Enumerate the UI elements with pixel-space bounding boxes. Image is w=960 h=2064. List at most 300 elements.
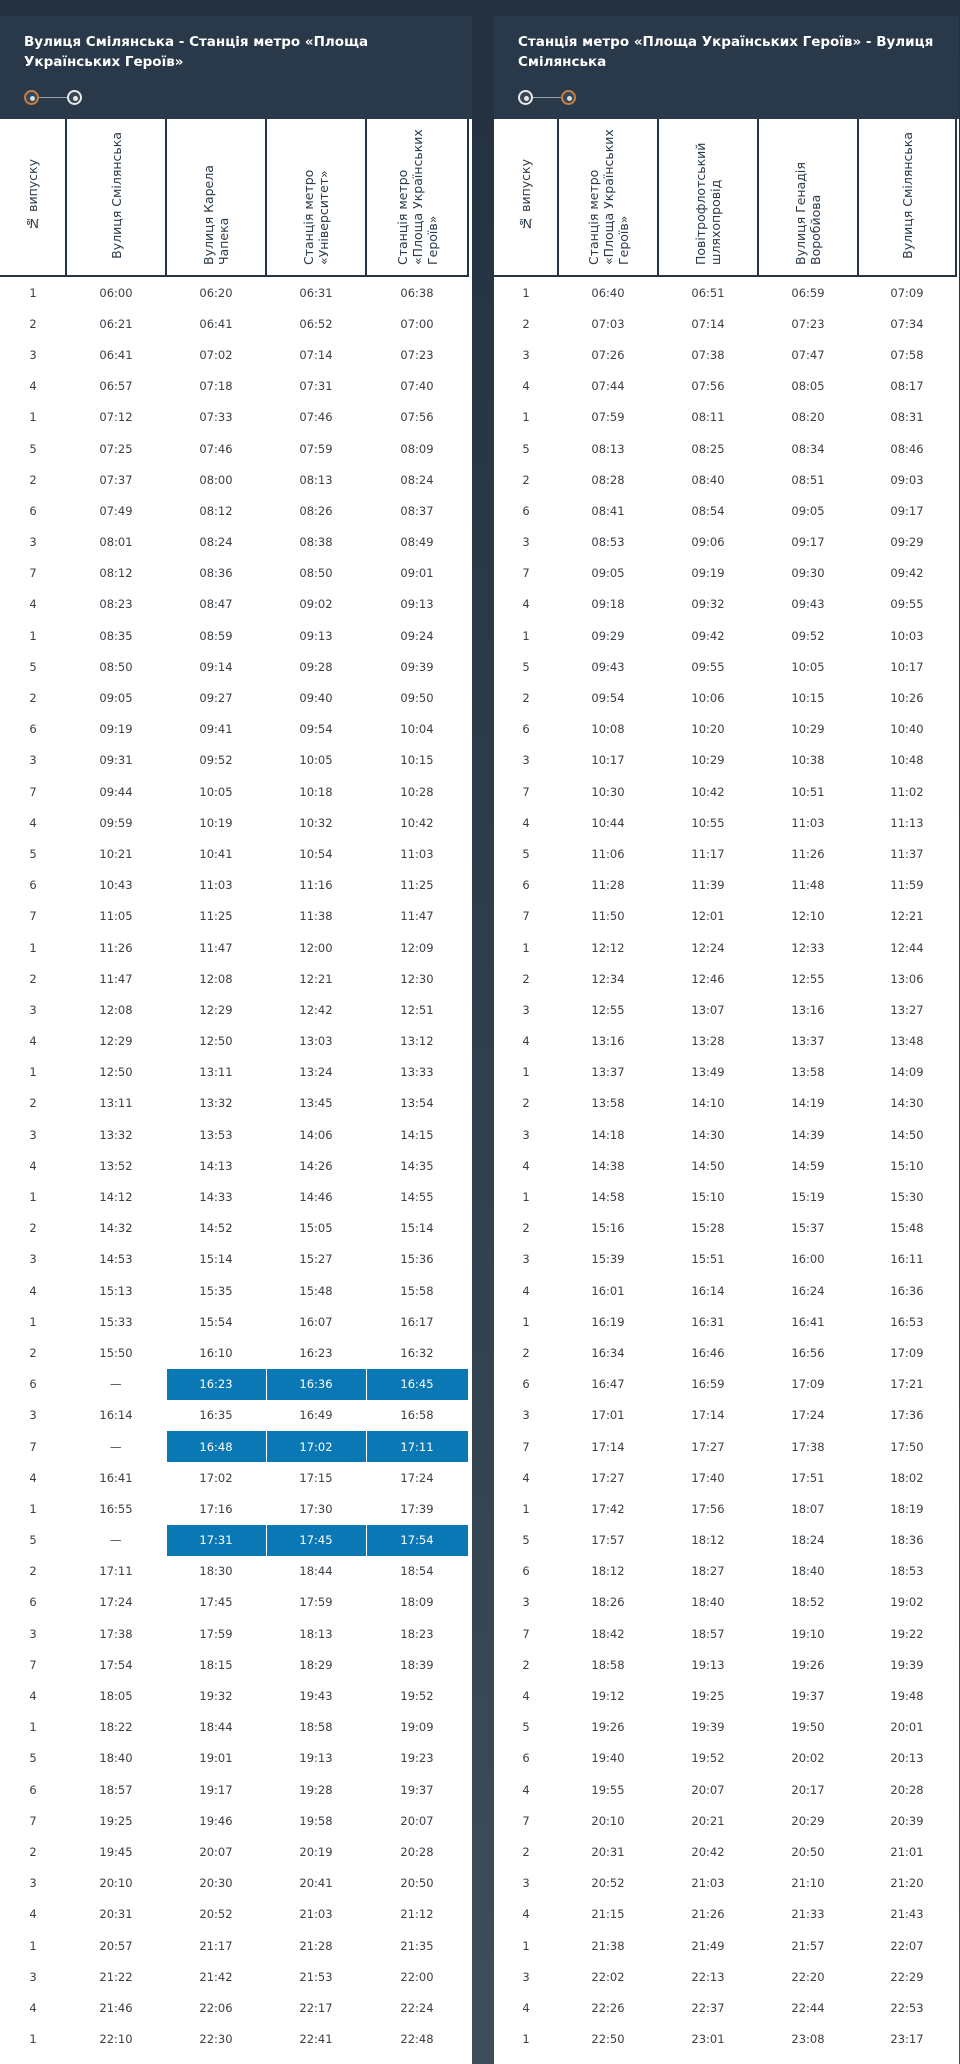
time-cell: 14:53 [99,1252,133,1267]
time-cell: 12:21 [299,971,333,986]
time-cell: 14:10 [691,1096,725,1111]
run-number-cell: 1 [522,1065,530,1080]
column-header [494,119,558,276]
time-cell: 16:10 [199,1345,233,1360]
time-cell: 22:48 [400,2032,434,2047]
time-cell: 22:24 [400,2000,434,2015]
time-cell: 19:25 [691,1689,725,1704]
time-cell: 13:52 [99,1158,133,1173]
time-cell: 09:39 [400,659,434,674]
time-cell: 09:28 [299,659,333,674]
time-cell: 21:38 [591,1938,625,1953]
table-row [0,714,468,745]
time-cell: 06:52 [299,316,333,331]
run-number-cell: 7 [522,909,530,924]
table-row [494,464,956,495]
time-cell: 08:50 [299,566,333,581]
run-number-cell: 5 [522,1720,530,1735]
time-cell: 19:37 [400,1782,434,1797]
table-row [0,558,468,589]
timetable [494,119,957,2055]
time-cell: 07:59 [591,410,625,425]
time-cell: 08:26 [299,503,333,518]
time-cell: 13:49 [691,1065,725,1080]
time-cell: 19:17 [199,1782,233,1797]
time-cell: 13:03 [299,1034,333,1049]
time-cell: 06:41 [99,347,133,362]
time-cell: 10:18 [299,784,333,799]
column-header [658,119,758,276]
time-cell: 20:07 [400,1813,434,1828]
time-cell: 17:30 [299,1501,333,1516]
time-cell: 10:19 [199,815,233,830]
time-cell: 10:41 [199,846,233,861]
table-row [0,682,468,713]
time-cell: 18:23 [400,1626,434,1641]
time-cell: 09:01 [400,566,434,581]
table-row [494,1026,956,1057]
time-cell: 18:39 [400,1657,434,1672]
time-cell: 12:30 [400,971,434,986]
time-cell: 18:22 [99,1720,133,1735]
time-cell: 17:38 [99,1626,133,1641]
time-cell: 16:53 [890,1314,924,1329]
time-cell: 11:48 [791,878,825,893]
time-cell: 10:15 [791,691,825,706]
table-row [0,1805,468,1836]
time-cell: 21:28 [299,1938,333,1953]
run-number-cell: 4 [29,1907,37,1922]
run-number-cell: 3 [522,1252,530,1267]
time-cell: 17:14 [591,1439,625,1454]
time-cell: 18:40 [691,1595,725,1610]
time-cell: 18:44 [199,1720,233,1735]
time-cell: 22:50 [591,2032,625,2047]
run-number-cell: 4 [522,1283,530,1298]
time-cell: 06:41 [199,316,233,331]
run-number-cell: 2 [522,1221,530,1236]
column-header-label: № випуску [25,159,40,231]
time-cell: 15:33 [99,1314,133,1329]
time-cell: 12:01 [691,909,725,924]
table-row [0,1930,468,1961]
run-number-cell: 2 [522,691,530,706]
run-number-cell: 2 [29,1564,37,1579]
time-cell: 22:00 [400,1969,434,1984]
time-cell: 14:13 [199,1158,233,1173]
time-cell: 08:24 [199,535,233,550]
time-cell: 15:39 [591,1252,625,1267]
time-cell: 21:15 [591,1907,625,1922]
time-cell: 14:19 [791,1096,825,1111]
time-cell: 21:33 [791,1907,825,1922]
time-cell: 21:26 [691,1907,725,1922]
run-number-cell: 1 [522,410,530,425]
time-cell: 09:43 [591,659,625,674]
time-cell: 20:10 [591,1813,625,1828]
table-row [494,1462,956,1493]
time-cell: 17:24 [99,1595,133,1610]
run-number-cell: 1 [522,940,530,955]
time-cell: 08:40 [691,472,725,487]
time-cell: 15:30 [890,1190,924,1205]
time-cell: 11:26 [791,846,825,861]
run-number-cell: 4 [29,1689,37,1704]
panel-header [494,16,959,119]
run-number-cell: 3 [522,1876,530,1891]
route-end-dot-icon [67,90,82,105]
time-cell: 08:28 [591,472,625,487]
time-cell: 20:10 [99,1876,133,1891]
table-header-row [494,119,956,276]
table-row [0,1899,468,1930]
time-cell: 09:19 [99,722,133,737]
time-cell: 09:13 [400,597,434,612]
time-cell: 20:21 [691,1813,725,1828]
time-cell: 15:28 [691,1221,725,1236]
table-row [494,1400,956,1431]
table-row [0,1088,468,1119]
time-cell: 17:51 [791,1470,825,1485]
table-row [0,1525,468,1556]
time-cell: 07:44 [591,379,625,394]
table-row [494,994,956,1025]
time-cell: 10:42 [400,815,434,830]
time-cell: 10:30 [591,784,625,799]
time-cell: 09:02 [299,597,333,612]
time-cell: 14:58 [591,1190,625,1205]
time-cell: 14:39 [791,1127,825,1142]
time-cell: 15:05 [299,1221,333,1236]
time-cell: 12:29 [199,1002,233,1017]
route-title: Вулиця Смілянська - Станція метро «Площа Українських Героїв» [24,34,369,70]
time-cell: 19:39 [890,1657,924,1672]
time-cell: 11:47 [99,971,133,986]
run-number-cell: 4 [522,1782,530,1797]
time-cell: 08:23 [99,597,133,612]
run-number-cell: 4 [522,1907,530,1922]
time-cell: 18:05 [99,1689,133,1704]
time-cell: 21:46 [99,2000,133,2015]
time-cell: 15:37 [791,1221,825,1236]
time-cell: 11:06 [591,846,625,861]
time-cell: 10:08 [591,722,625,737]
time-cell: 16:23 [299,1345,333,1360]
time-cell: 16:01 [591,1283,625,1298]
table-row [494,714,956,745]
run-number-cell: 3 [522,1595,530,1610]
time-cell: 19:22 [890,1626,924,1641]
time-cell: 19:40 [591,1751,625,1766]
time-cell: 21:53 [299,1969,333,1984]
run-number-cell: 1 [29,1065,37,1080]
time-cell: 13:37 [791,1034,825,1049]
time-cell: 07:23 [400,347,434,362]
time-cell: 15:10 [890,1158,924,1173]
time-cell: 20:41 [299,1876,333,1891]
table-row [494,1337,956,1368]
run-number-cell: 2 [522,1657,530,1672]
time-cell: 15:50 [99,1345,133,1360]
time-cell: 08:12 [199,503,233,518]
run-number-cell: 4 [522,1689,530,1704]
run-number-cell: 5 [522,659,530,674]
time-cell: 12:55 [591,1002,625,1017]
time-cell: 06:38 [400,285,434,300]
time-cell: — [110,1533,122,1548]
time-cell: 08:50 [99,659,133,674]
time-cell: 17:01 [591,1408,625,1423]
time-cell: 20:19 [299,1844,333,1859]
time-cell: 11:59 [890,878,924,893]
table-row [0,1836,468,1867]
table-row [494,1587,956,1618]
run-number-cell: 6 [29,722,37,737]
table-row [0,745,468,776]
run-number-cell: 1 [522,1501,530,1516]
run-number-cell: 2 [522,316,530,331]
table-row [494,495,956,526]
time-cell: 09:52 [791,628,825,643]
column-header-label: Станція метро «Університет» [301,169,331,265]
time-cell: 20:31 [99,1907,133,1922]
time-cell: 19:13 [299,1751,333,1766]
time-cell: 10:38 [791,753,825,768]
time-cell: 09:54 [299,722,333,737]
time-cell: 20:01 [890,1720,924,1735]
run-number-cell: 1 [29,1190,37,1205]
table-row [494,1275,956,1306]
time-cell: 10:20 [691,722,725,737]
time-cell: 09:44 [99,784,133,799]
time-cell: 20:07 [199,1844,233,1859]
time-cell: 22:30 [199,2032,233,2047]
route-line-icon [39,97,67,98]
time-cell: 22:10 [99,2032,133,2047]
time-cell: 11:17 [691,846,725,861]
time-cell: 18:27 [691,1564,725,1579]
run-number-cell: 2 [522,971,530,986]
time-cell: 19:25 [99,1813,133,1828]
time-cell: 13:37 [591,1065,625,1080]
time-cell: 13:32 [199,1096,233,1111]
table-row [494,1244,956,1275]
time-cell: 10:03 [890,628,924,643]
time-cell: 18:30 [199,1564,233,1579]
time-cell: 19:50 [791,1720,825,1735]
time-cell: 18:57 [99,1782,133,1797]
time-cell: 08:05 [791,379,825,394]
time-cell: 08:59 [199,628,233,643]
table-row [0,620,468,651]
time-cell: 19:01 [199,1751,233,1766]
time-cell: 12:50 [199,1034,233,1049]
table-row [0,1119,468,1150]
time-cell: 09:05 [99,691,133,706]
time-cell: 09:14 [199,659,233,674]
time-cell: 13:11 [99,1096,133,1111]
time-cell: 12:24 [691,940,725,955]
table-row [494,1743,956,1774]
time-cell: 10:51 [791,784,825,799]
time-cell: 14:50 [890,1127,924,1142]
time-cell: 07:38 [691,347,725,362]
run-number-cell: 1 [29,285,37,300]
time-cell: 09:05 [791,503,825,518]
time-cell: 12:08 [99,1002,133,1017]
time-cell: 16:11 [890,1252,924,1267]
time-cell: 11:38 [299,909,333,924]
table-row [494,371,956,402]
time-cell: 18:02 [890,1470,924,1485]
table-row [494,807,956,838]
time-cell: 10:42 [691,784,725,799]
run-number-cell: 6 [29,878,37,893]
time-cell: 18:57 [691,1626,725,1641]
time-cell: 13:58 [791,1065,825,1080]
route-start-dot-icon [518,90,533,105]
time-cell: 09:03 [890,472,924,487]
run-number-cell: 4 [522,1470,530,1485]
time-cell: 12:44 [890,940,924,955]
time-cell: 17:36 [890,1408,924,1423]
time-cell: 10:05 [791,659,825,674]
time-cell: 10:44 [591,815,625,830]
column-header-label: Вулиця Генадія Воробйова [793,162,823,265]
time-cell: 12:08 [199,971,233,986]
time-cell: 18:07 [791,1501,825,1516]
time-cell: 10:04 [400,722,434,737]
table-row [0,308,468,339]
time-cell: 13:16 [791,1002,825,1017]
time-cell: 08:38 [299,535,333,550]
time-cell: 22:20 [791,1969,825,1984]
time-cell: 14:46 [299,1190,333,1205]
time-cell: 17:59 [199,1626,233,1641]
time-cell: 12:29 [99,1034,133,1049]
time-cell: 12:51 [400,1002,434,1017]
time-cell: 10:43 [99,878,133,893]
time-cell: 16:07 [299,1314,333,1329]
time-cell: 12:50 [99,1065,133,1080]
route-indicator [24,90,82,105]
column-header-label: Станція метро «Площа Українських Героїв» [585,129,631,265]
time-cell: 15:19 [791,1190,825,1205]
time-cell: 09:17 [890,503,924,518]
run-number-cell: 7 [522,1626,530,1641]
time-cell: — [110,1377,122,1392]
time-cell: 08:20 [791,410,825,425]
run-number-cell: 2 [29,971,37,986]
table-row [0,464,468,495]
time-cell: 08:11 [691,410,725,425]
run-number-cell: 3 [29,535,37,550]
run-number-cell: 1 [522,1190,530,1205]
table-row [0,1712,468,1743]
table-row [494,1712,956,1743]
time-cell: 07:23 [791,316,825,331]
time-cell: 22:53 [890,2000,924,2015]
time-cell: 19:39 [691,1720,725,1735]
table-row [0,402,468,433]
time-cell: 06:31 [299,285,333,300]
time-cell: 10:48 [890,753,924,768]
time-cell: 12:46 [691,971,725,986]
table-row [0,1587,468,1618]
run-number-cell: 3 [522,753,530,768]
table-row [494,745,956,776]
time-cell: 09:55 [691,659,725,674]
time-cell: 11:28 [591,878,625,893]
table-row [494,1493,956,1524]
run-number-cell: 2 [29,1844,37,1859]
time-cell: 08:13 [299,472,333,487]
table-row [0,1431,468,1462]
time-cell: 18:26 [591,1595,625,1610]
run-number-cell: 7 [522,1813,530,1828]
run-number-cell: 5 [522,1533,530,1548]
table-row [0,1337,468,1368]
schedule-panel-inbound [494,16,959,2064]
time-cell: 18:24 [791,1533,825,1548]
time-cell: 19:28 [299,1782,333,1797]
run-number-cell: 2 [29,316,37,331]
table-row [0,1057,468,1088]
table-row [0,433,468,464]
table-row [494,1774,956,1805]
time-cell: 16:45 [366,1369,468,1400]
time-cell: 22:29 [890,1969,924,1984]
time-cell: 07:25 [99,441,133,456]
table-row [494,1899,956,1930]
run-number-cell: 2 [522,1345,530,1360]
time-cell: 13:53 [199,1127,233,1142]
table-row [494,932,956,963]
table-row [494,339,956,370]
time-cell: 16:55 [99,1501,133,1516]
time-cell: 08:36 [199,566,233,581]
time-cell: 07:56 [691,379,725,394]
time-cell: 10:40 [890,722,924,737]
table-row [0,1306,468,1337]
run-number-cell: 6 [522,722,530,737]
time-cell: 09:17 [791,535,825,550]
time-cell: 13:33 [400,1065,434,1080]
time-cell: 16:47 [591,1377,625,1392]
table-row [0,495,468,526]
table-row [494,402,956,433]
run-number-cell: 5 [29,1751,37,1766]
run-number-cell: 5 [29,441,37,456]
column-header [366,119,468,276]
time-cell: 09:31 [99,753,133,768]
time-cell: 18:13 [299,1626,333,1641]
time-cell: 17:24 [791,1408,825,1423]
time-cell: 10:21 [99,846,133,861]
time-cell: 13:12 [400,1034,434,1049]
run-number-cell: 5 [29,659,37,674]
run-number-cell: 1 [29,2032,37,2047]
table-row [494,1618,956,1649]
time-cell: 11:25 [199,909,233,924]
run-number-cell: 1 [29,940,37,955]
time-cell: 14:18 [591,1127,625,1142]
table-row [494,620,956,651]
run-number-cell: 1 [522,285,530,300]
time-cell: 09:40 [299,691,333,706]
time-cell: 12:55 [791,971,825,986]
time-cell: 17:39 [400,1501,434,1516]
